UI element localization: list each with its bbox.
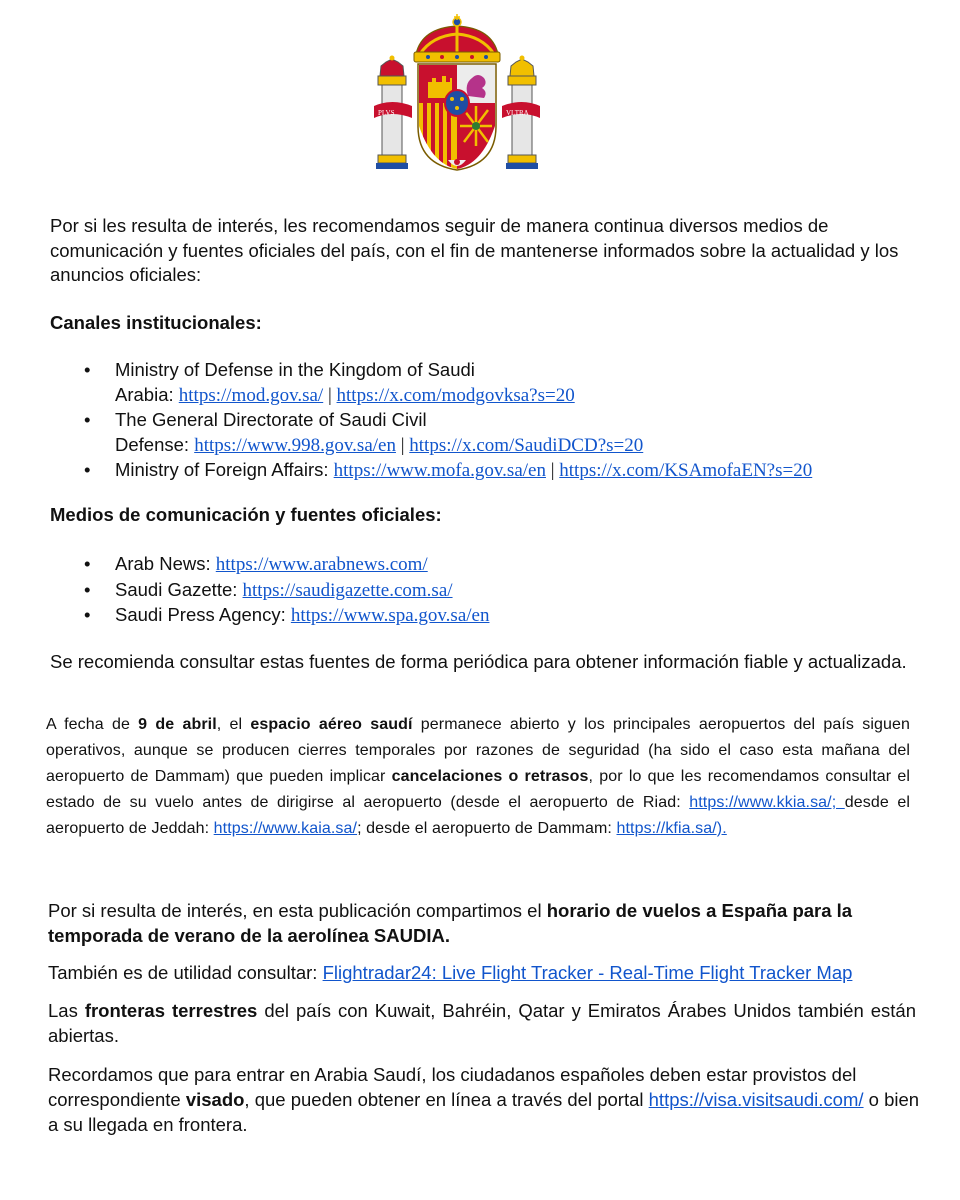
separator: | xyxy=(545,460,560,481)
flightradar-link[interactable]: Flightradar24: Live Flight Tracker - Real-Time Flight Tracker Map xyxy=(322,962,853,983)
item-label: Saudi Press Agency: xyxy=(115,604,291,625)
institutional-channels-list xyxy=(84,358,812,484)
borders-paragraph xyxy=(48,998,916,1048)
list-item xyxy=(84,358,812,408)
item-label: Arabia: xyxy=(115,383,179,405)
civil-defense-link[interactable]: https://www.998.gov.sa/en xyxy=(194,434,396,456)
schedule-bold: horario de vuelos a España para la temporada de verano de la aerolínea SAUDIA. xyxy=(48,900,853,946)
text: A fecha de xyxy=(46,716,139,733)
cancellations-bold: cancelaciones o retrasos xyxy=(391,768,589,785)
spa-link[interactable]: https://www.spa.gov.sa/en xyxy=(290,605,490,626)
item-label: Arab News: xyxy=(115,553,216,574)
bullet-icon: • xyxy=(84,604,91,625)
list-item xyxy=(84,552,489,578)
svg-text:VLTRA: VLTRA xyxy=(506,109,529,117)
mofa-link[interactable]: https://www.mofa.gov.sa/en xyxy=(333,460,546,481)
civil-defense-x-link[interactable]: https://x.com/SaudiDCD?s=20 xyxy=(409,434,644,456)
arab-news-link[interactable]: https://www.arabnews.com/ xyxy=(215,554,428,575)
kfia-link[interactable]: https://kfia.sa/). xyxy=(616,820,727,837)
mofa-x-link[interactable]: https://x.com/KSAmofaEN?s=20 xyxy=(559,460,813,481)
airspace-paragraph xyxy=(46,712,910,842)
separator: | xyxy=(323,384,337,406)
borders-bold: fronteras terrestres xyxy=(84,1000,258,1021)
list-item xyxy=(84,578,489,604)
spain-coat-of-arms-icon xyxy=(372,14,542,176)
bullet-icon: • xyxy=(84,553,91,574)
text: Recordamos que para entrar en Arabia Saudí, los ciudadanos españoles deben estar provistos del correspondiente xyxy=(48,1064,857,1110)
bullet-icon: • xyxy=(84,578,91,600)
date-bold: 9 de abril xyxy=(138,716,217,733)
separator: | xyxy=(395,434,410,456)
section-heading-media: Medios de comunicación y fuentes oficiales: xyxy=(50,504,442,525)
visa-portal-link[interactable]: https://visa.visitsaudi.com/ xyxy=(648,1089,864,1110)
tracker-paragraph xyxy=(48,960,928,985)
bullet-icon: • xyxy=(84,409,91,430)
mod-link[interactable]: https://mod.gov.sa/ xyxy=(178,384,324,406)
text: permanece abierto y los principales aeropuertos del país siguen operativos, aunque se producen cierres temporales por razones de seguridad (ha sido el caso esta mañana del aeropuerto de Dammam) que pueden implicar xyxy=(46,716,910,785)
mod-x-link[interactable]: https://x.com/modgovksa?s=20 xyxy=(336,384,575,406)
text: , el xyxy=(216,716,251,733)
recommendation-paragraph: Se recomienda consultar estas fuentes de forma periódica para obtener información fiable y actualizada. xyxy=(50,651,907,672)
text: ; desde el aeropuerto de Dammam: xyxy=(357,820,617,837)
list-item xyxy=(84,408,812,458)
flights-paragraph xyxy=(48,898,908,948)
airspace-bold: espacio aéreo saudí xyxy=(250,716,413,733)
item-label: The General Directorate of Saudi Civil xyxy=(115,409,427,430)
item-label: Ministry of Foreign Affairs: xyxy=(115,459,334,480)
text: desde el aeropuerto de Jeddah: xyxy=(46,794,910,837)
svg-text:PLVS: PLVS xyxy=(378,109,395,117)
text: del país con Kuwait, Bahréin, Qatar y Emiratos Árabes Unidos también están abiertas. xyxy=(48,1000,916,1046)
media-sources-list xyxy=(84,552,489,629)
list-item xyxy=(84,603,489,629)
text: Las xyxy=(48,1000,85,1021)
kkia-link[interactable]: https://www.kkia.sa/; xyxy=(689,794,845,811)
visa-paragraph xyxy=(48,1062,920,1137)
text: , por lo que les recomendamos consultar el estado de su vuelo antes de dirigirse al aeropuerto (desde el aeropuerto de Riad: xyxy=(46,768,910,811)
text: , que pueden obtener en línea a través del portal xyxy=(244,1089,649,1110)
text: También es de utilidad consultar: xyxy=(48,962,323,983)
item-label: Ministry of Defense in the Kingdom of Saudi xyxy=(115,359,475,380)
list-item xyxy=(84,458,812,484)
bullet-icon: • xyxy=(84,459,91,480)
item-label: Defense: xyxy=(115,433,195,455)
item-label: Saudi Gazette: xyxy=(115,578,243,600)
text: Por si resulta de interés, en esta publicación compartimos el xyxy=(48,900,547,921)
intro-paragraph: Por si les resulta de interés, les recomendamos seguir de manera continua diversos medios de comunicación y fuentes oficiales del país, con el fin de mantenerse informados sobre la actualidad y los anuncios oficiales: xyxy=(50,215,899,285)
saudi-gazette-link[interactable]: https://saudigazette.com.sa/ xyxy=(242,579,453,601)
section-heading-institutional: Canales institucionales: xyxy=(50,312,262,333)
bullet-icon: • xyxy=(84,359,91,380)
kaia-link[interactable]: https://www.kaia.sa/ xyxy=(213,820,358,837)
visa-bold: visado xyxy=(185,1089,245,1110)
text: o bien a su llegada en frontera. xyxy=(48,1089,920,1135)
